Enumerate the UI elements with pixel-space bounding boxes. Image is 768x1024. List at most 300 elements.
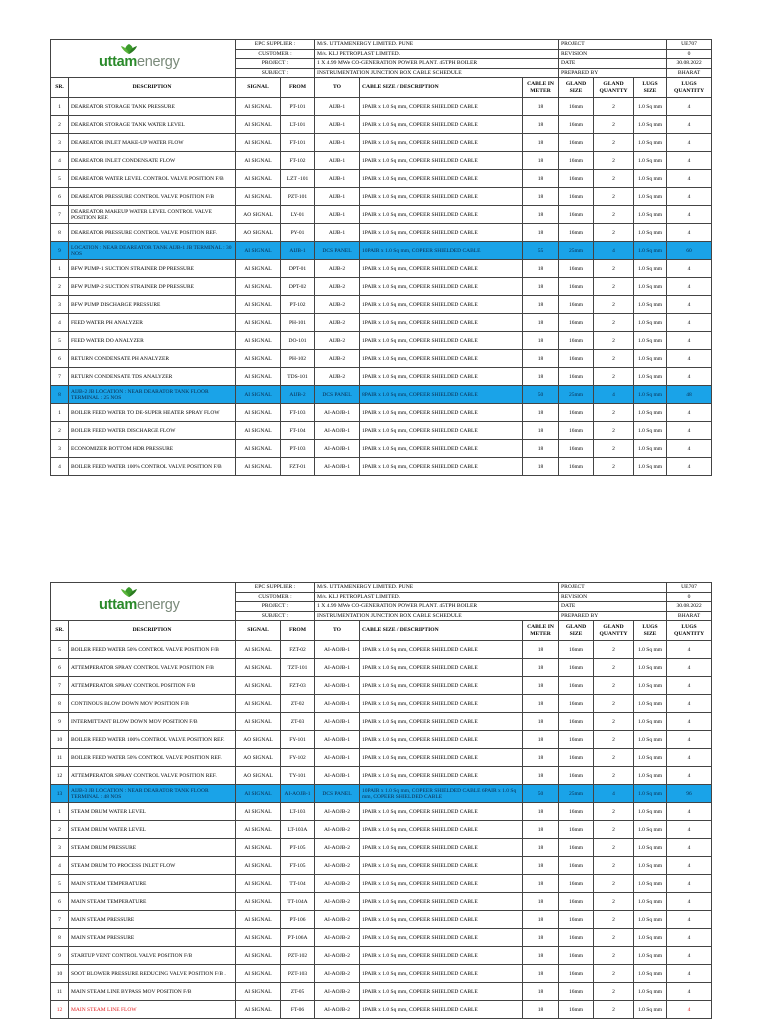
row-signal: AI SIGNAL	[236, 857, 281, 875]
row-to: AI-AOJB-1	[315, 767, 360, 785]
row-description: MAIN STEAM TEMPERATURE	[69, 875, 236, 893]
row-from: FT-102	[281, 152, 315, 170]
row-lugs-size: 1.0 Sq mm	[634, 731, 667, 749]
row-from: ZT-02	[281, 695, 315, 713]
row-from: TY-101	[281, 767, 315, 785]
row-gland-qty: 2	[594, 965, 634, 983]
row-gland-qty: 2	[594, 821, 634, 839]
row-to: AI-AOJB-1	[315, 422, 360, 440]
row-description: MAIN STEAM TEMPERATURE	[69, 893, 236, 911]
row-lugs-size: 1.0 Sq mm	[634, 422, 667, 440]
row-gland-size: 16mm	[559, 731, 594, 749]
row-lugs-qty: 4	[667, 350, 712, 368]
row-meter: 18	[523, 749, 559, 767]
row-lugs-qty: 4	[667, 332, 712, 350]
row-from: PT-101	[281, 98, 315, 116]
row-from: FY-101	[281, 731, 315, 749]
row-sr: 3	[51, 440, 69, 458]
row-lugs-qty: 60	[667, 242, 712, 260]
row-sr: 1	[51, 98, 69, 116]
row-from: PZT-103	[281, 965, 315, 983]
row-cable: 1PAIR x 1.0 Sq mm, COPEER SHIELDED CABLE	[360, 152, 523, 170]
row-signal: AI SIGNAL	[236, 152, 281, 170]
row-to: AI-AOJB-2	[315, 1001, 360, 1019]
row-gland-size: 16mm	[559, 911, 594, 929]
row-cable: 1PAIR x 1.0 Sq mm, COPEER SHIELDED CABLE	[360, 983, 523, 1001]
row-lugs-qty: 4	[667, 911, 712, 929]
row-cable: 1PAIR x 1.0 Sq mm, COPEER SHIELDED CABLE	[360, 857, 523, 875]
row-cable: 1PAIR x 1.0 Sq mm, COPEER SHIELDED CABLE	[360, 116, 523, 134]
subject-value: INSTRUMENTATION JUNCTION BOX CABLE SCHEDULE	[315, 68, 559, 78]
row-gland-size: 25mm	[559, 785, 594, 803]
logo-word-uttam: uttam	[99, 597, 137, 613]
junction-box-summary-row	[51, 785, 712, 803]
row-signal: AO SIGNAL	[236, 206, 281, 224]
row-description: DEAREATOR INLET MAKE-UP WATER FLOW	[69, 134, 236, 152]
row-meter: 18	[523, 965, 559, 983]
row-signal: AI SIGNAL	[236, 821, 281, 839]
row-to: AIJB-1	[315, 134, 360, 152]
row-meter: 18	[523, 134, 559, 152]
row-lugs-size: 1.0 Sq mm	[634, 785, 667, 803]
row-cable: 1PAIR x 1.0 Sq mm, COPEER SHIELDED CABLE	[360, 422, 523, 440]
row-gland-size: 16mm	[559, 983, 594, 1001]
row-cable: 1PAIR x 1.0 Sq mm, COPEER SHIELDED CABLE	[360, 278, 523, 296]
row-meter: 18	[523, 947, 559, 965]
row-gland-qty: 2	[594, 440, 634, 458]
row-lugs-size: 1.0 Sq mm	[634, 296, 667, 314]
row-lugs-size: 1.0 Sq mm	[634, 368, 667, 386]
row-gland-size: 25mm	[559, 386, 594, 404]
row-cable: 1PAIR x 1.0 Sq mm, COPEER SHIELDED CABLE	[360, 134, 523, 152]
row-lugs-size: 1.0 Sq mm	[634, 458, 667, 476]
row-from: FT-105	[281, 857, 315, 875]
row-lugs-size: 1.0 Sq mm	[634, 170, 667, 188]
row-cable: 8PAIR x 1.0 Sq mm, COPEER SHIELDED CABLE	[360, 386, 523, 404]
row-cable: 1PAIR x 1.0 Sq mm, COPEER SHIELDED CABLE	[360, 911, 523, 929]
row-meter: 18	[523, 278, 559, 296]
row-sr: 5	[51, 641, 69, 659]
row-gland-qty: 2	[594, 224, 634, 242]
row-from: TT-104A	[281, 893, 315, 911]
col-to: TO	[315, 621, 360, 641]
row-description: STEAM DRUM WATER LEVEL	[69, 821, 236, 839]
row-description: DEAREATOR STORAGE TANK PRESSURE	[69, 98, 236, 116]
row-signal: AI SIGNAL	[236, 1001, 281, 1019]
row-to: AI-AOJB-2	[315, 893, 360, 911]
junction-box-summary-row	[51, 242, 712, 260]
row-sr: 8	[51, 386, 69, 404]
table-row	[51, 98, 712, 116]
row-sr: 8	[51, 224, 69, 242]
logo-cell	[51, 40, 236, 78]
row-signal: AO SIGNAL	[236, 749, 281, 767]
row-to: AI-AOJB-1	[315, 440, 360, 458]
row-cable: 1PAIR x 1.0 Sq mm, COPEER SHIELDED CABLE	[360, 731, 523, 749]
row-lugs-qty: 4	[667, 677, 712, 695]
row-signal: AI SIGNAL	[236, 458, 281, 476]
prepared-value: BHARAT	[667, 68, 712, 78]
schedule-table	[50, 39, 712, 476]
logo-cell	[51, 583, 236, 621]
row-from: LZT -101	[281, 170, 315, 188]
row-cable: 1PAIR x 1.0 Sq mm, COPEER SHIELDED CABLE	[360, 368, 523, 386]
table-row	[51, 458, 712, 476]
row-sr: 3	[51, 296, 69, 314]
row-gland-qty: 2	[594, 911, 634, 929]
row-to: AIJB-1	[315, 206, 360, 224]
row-lugs-qty: 4	[667, 152, 712, 170]
row-description: AIJB-2 JB LOCATION : NEAR DEARATOR TANK FLOOR TERMINAL : 25 NOS	[69, 386, 236, 404]
row-to: AI-AOJB-2	[315, 947, 360, 965]
row-meter: 18	[523, 314, 559, 332]
row-from: PT-102	[281, 296, 315, 314]
row-to: AIJB-2	[315, 314, 360, 332]
project-value: UE707	[667, 583, 712, 593]
row-signal: AI SIGNAL	[236, 314, 281, 332]
row-description: BFW PUMP DISCHARGE PRESSURE	[69, 296, 236, 314]
row-to: AIJB-1	[315, 152, 360, 170]
table-row	[51, 641, 712, 659]
row-sr: 11	[51, 983, 69, 1001]
row-sr: 3	[51, 839, 69, 857]
row-from: LT-101	[281, 116, 315, 134]
row-meter: 18	[523, 695, 559, 713]
row-gland-qty: 2	[594, 314, 634, 332]
row-to: AI-AOJB-1	[315, 677, 360, 695]
row-gland-size: 16mm	[559, 332, 594, 350]
col-gland-size: GLAND SIZE	[559, 78, 594, 98]
logo-word-energy: energy	[136, 54, 180, 70]
row-lugs-qty: 48	[667, 386, 712, 404]
row-from: FZT-03	[281, 677, 315, 695]
row-meter: 18	[523, 422, 559, 440]
row-cable: 1PAIR x 1.0 Sq mm, COPEER SHIELDED CABLE	[360, 821, 523, 839]
row-gland-size: 16mm	[559, 713, 594, 731]
row-lugs-size: 1.0 Sq mm	[634, 857, 667, 875]
row-lugs-qty: 96	[667, 785, 712, 803]
row-cable: 1PAIR x 1.0 Sq mm, COPEER SHIELDED CABLE	[360, 713, 523, 731]
row-meter: 18	[523, 731, 559, 749]
row-gland-qty: 2	[594, 749, 634, 767]
row-description: ATTEMPERATOR SPRAY CONTROL POSITION F/B	[69, 677, 236, 695]
row-cable: 1PAIR x 1.0 Sq mm, COPEER SHIELDED CABLE	[360, 170, 523, 188]
row-lugs-qty: 4	[667, 458, 712, 476]
row-lugs-qty: 4	[667, 206, 712, 224]
row-lugs-qty: 4	[667, 296, 712, 314]
row-signal: AI SIGNAL	[236, 947, 281, 965]
row-gland-size: 16mm	[559, 224, 594, 242]
row-meter: 18	[523, 893, 559, 911]
row-gland-size: 16mm	[559, 929, 594, 947]
date-value: 30.08.2022	[667, 602, 712, 612]
row-signal: AI SIGNAL	[236, 440, 281, 458]
row-from: ZT-03	[281, 713, 315, 731]
row-signal: AI SIGNAL	[236, 785, 281, 803]
row-gland-qty: 2	[594, 152, 634, 170]
table-row	[51, 368, 712, 386]
row-meter: 18	[523, 98, 559, 116]
customer-label: CUSTOMER :	[236, 49, 315, 59]
prepared-value: BHARAT	[667, 611, 712, 621]
row-from: PH-101	[281, 314, 315, 332]
row-description: DEAREATOR STORAGE TANK WATER LEVEL	[69, 116, 236, 134]
table-row	[51, 839, 712, 857]
table-row	[51, 767, 712, 785]
row-sr: 8	[51, 929, 69, 947]
row-sr: 9	[51, 242, 69, 260]
row-lugs-qty: 4	[667, 803, 712, 821]
row-gland-qty: 2	[594, 1001, 634, 1019]
table-row	[51, 134, 712, 152]
col-to: TO	[315, 78, 360, 98]
table-row	[51, 821, 712, 839]
table-row	[51, 116, 712, 134]
customer-label: CUSTOMER :	[236, 592, 315, 602]
row-cable: 1PAIR x 1.0 Sq mm, COPEER SHIELDED CABLE	[360, 803, 523, 821]
row-from: ZT-05	[281, 983, 315, 1001]
logo-word-uttam: uttam	[99, 54, 137, 70]
row-lugs-qty: 4	[667, 134, 712, 152]
table-row	[51, 224, 712, 242]
row-gland-size: 16mm	[559, 206, 594, 224]
row-from: TZT-101	[281, 659, 315, 677]
row-lugs-size: 1.0 Sq mm	[634, 821, 667, 839]
row-signal: AI SIGNAL	[236, 368, 281, 386]
col-description: DESCRIPTION	[69, 621, 236, 641]
row-sr: 4	[51, 857, 69, 875]
row-to: AIJB-2	[315, 350, 360, 368]
table-row	[51, 206, 712, 224]
row-to: AI-AOJB-2	[315, 965, 360, 983]
row-description: STEAM DRUM TO PROCESS INLET FLOW	[69, 857, 236, 875]
row-description: CONTINOUS BLOW DOWN MOV POSITION F/B	[69, 695, 236, 713]
row-lugs-size: 1.0 Sq mm	[634, 965, 667, 983]
row-gland-qty: 2	[594, 98, 634, 116]
table-body	[51, 98, 712, 476]
row-description: RETURN CONDENSATE PH ANALYZER	[69, 350, 236, 368]
row-gland-size: 16mm	[559, 98, 594, 116]
row-signal: AI SIGNAL	[236, 713, 281, 731]
row-description: MAIN STEAM LINE FLOW	[69, 1001, 236, 1019]
row-to: AI-AOJB-2	[315, 857, 360, 875]
row-signal: AI SIGNAL	[236, 170, 281, 188]
row-gland-qty: 2	[594, 695, 634, 713]
row-signal: AI SIGNAL	[236, 404, 281, 422]
row-cable: 1PAIR x 1.0 Sq mm, COPEER SHIELDED CABLE	[360, 350, 523, 368]
row-sr: 5	[51, 875, 69, 893]
row-description: AIJB-3 JB LOCATION : NEAR DEARATOR TANK FLOOR TERMINAL : 48 NOS	[69, 785, 236, 803]
row-description: INTERMITTANT BLOW DOWN MOV POSITION F/B	[69, 713, 236, 731]
row-cable: 1PAIR x 1.0 Sq mm, COPEER SHIELDED CABLE	[360, 641, 523, 659]
row-gland-qty: 2	[594, 458, 634, 476]
row-meter: 18	[523, 296, 559, 314]
row-lugs-size: 1.0 Sq mm	[634, 224, 667, 242]
row-to: AIJB-1	[315, 116, 360, 134]
row-sr: 6	[51, 350, 69, 368]
row-signal: AO SIGNAL	[236, 731, 281, 749]
row-sr: 5	[51, 332, 69, 350]
row-to: AI-AOJB-2	[315, 911, 360, 929]
row-gland-qty: 2	[594, 188, 634, 206]
row-description: MAIN STEAM LINE BYPASS MOV POSITION F/B	[69, 983, 236, 1001]
row-signal: AI SIGNAL	[236, 965, 281, 983]
row-gland-qty: 2	[594, 170, 634, 188]
row-lugs-size: 1.0 Sq mm	[634, 332, 667, 350]
row-description: BOILER FEED WATER 100% CONTROL VALVE POSITION F/B	[69, 458, 236, 476]
table-row	[51, 983, 712, 1001]
row-lugs-size: 1.0 Sq mm	[634, 875, 667, 893]
row-gland-qty: 2	[594, 422, 634, 440]
row-to: AI-AOJB-1	[315, 749, 360, 767]
row-cable: 1PAIR x 1.0 Sq mm, COPEER SHIELDED CABLE	[360, 695, 523, 713]
row-from: PH-102	[281, 350, 315, 368]
row-cable: 1PAIR x 1.0 Sq mm, COPEER SHIELDED CABLE	[360, 206, 523, 224]
row-cable: 1PAIR x 1.0 Sq mm, COPEER SHIELDED CABLE	[360, 947, 523, 965]
row-cable: 1PAIR x 1.0 Sq mm, COPEER SHIELDED CABLE	[360, 332, 523, 350]
row-lugs-size: 1.0 Sq mm	[634, 911, 667, 929]
row-description: SOOT BLOWER PRESSURE REDUCING VALVE POSITION F/B .	[69, 965, 236, 983]
row-description: BFW PUMP-2 SUCTION STRAINER DP PRESSURE	[69, 278, 236, 296]
row-gland-size: 16mm	[559, 821, 594, 839]
row-lugs-qty: 4	[667, 713, 712, 731]
cable-schedule-sheet-2	[50, 582, 711, 1019]
row-description: RETURN CONDENSATE TDS ANALYZER	[69, 368, 236, 386]
row-description: DEAREATOR INLET CONDENSATE FLOW	[69, 152, 236, 170]
row-gland-qty: 2	[594, 368, 634, 386]
row-signal: AO SIGNAL	[236, 224, 281, 242]
row-to: AI-AOJB-2	[315, 839, 360, 857]
row-gland-size: 16mm	[559, 368, 594, 386]
row-lugs-size: 1.0 Sq mm	[634, 839, 667, 857]
row-sr: 11	[51, 749, 69, 767]
row-gland-qty: 2	[594, 803, 634, 821]
row-lugs-qty: 4	[667, 404, 712, 422]
row-meter: 18	[523, 641, 559, 659]
row-signal: AI SIGNAL	[236, 839, 281, 857]
row-meter: 18	[523, 332, 559, 350]
row-lugs-qty: 4	[667, 278, 712, 296]
row-sr: 4	[51, 152, 69, 170]
row-meter: 18	[523, 911, 559, 929]
project-title-value: 1 X 4.99 MWe CO-GENERATION POWER PLANT. 45TPH BOILER	[315, 602, 559, 612]
row-cable: 1PAIR x 1.0 Sq mm, COPEER SHIELDED CABLE	[360, 440, 523, 458]
row-lugs-qty: 4	[667, 440, 712, 458]
row-meter: 18	[523, 368, 559, 386]
row-to: AI-AOJB-1	[315, 731, 360, 749]
row-sr: 6	[51, 893, 69, 911]
row-meter: 18	[523, 206, 559, 224]
row-from: AI-AOJB-1	[281, 785, 315, 803]
row-to: DCS PANEL	[315, 785, 360, 803]
row-sr: 7	[51, 911, 69, 929]
col-cable: CABLE SIZE / DESCRIPTION	[360, 621, 523, 641]
row-gland-qty: 4	[594, 785, 634, 803]
row-lugs-qty: 4	[667, 695, 712, 713]
row-lugs-size: 1.0 Sq mm	[634, 929, 667, 947]
row-lugs-qty: 4	[667, 857, 712, 875]
row-to: AI-AOJB-1	[315, 659, 360, 677]
row-lugs-size: 1.0 Sq mm	[634, 947, 667, 965]
row-sr: 13	[51, 785, 69, 803]
row-from: FT-103	[281, 404, 315, 422]
table-row	[51, 422, 712, 440]
row-to: AIJB-2	[315, 332, 360, 350]
table-row	[51, 965, 712, 983]
table-row	[51, 731, 712, 749]
row-gland-qty: 2	[594, 206, 634, 224]
row-lugs-size: 1.0 Sq mm	[634, 695, 667, 713]
row-gland-qty: 2	[594, 296, 634, 314]
row-to: AI-AOJB-1	[315, 695, 360, 713]
row-description: BOILER FEED WATER 100% CONTROL VALVE POSITION REF.	[69, 731, 236, 749]
row-to: AIJB-2	[315, 278, 360, 296]
col-lugs-size: LUGS SIZE	[634, 78, 667, 98]
row-meter: 18	[523, 839, 559, 857]
table-row	[51, 440, 712, 458]
subject-value: INSTRUMENTATION JUNCTION BOX CABLE SCHEDULE	[315, 611, 559, 621]
row-signal: AI SIGNAL	[236, 695, 281, 713]
row-meter: 18	[523, 857, 559, 875]
row-lugs-qty: 4	[667, 821, 712, 839]
row-sr: 12	[51, 767, 69, 785]
row-from: PT-106A	[281, 929, 315, 947]
row-meter: 18	[523, 170, 559, 188]
row-lugs-size: 1.0 Sq mm	[634, 983, 667, 1001]
row-lugs-size: 1.0 Sq mm	[634, 116, 667, 134]
date-label: DATE	[559, 59, 667, 69]
row-gland-size: 16mm	[559, 260, 594, 278]
row-signal: AI SIGNAL	[236, 659, 281, 677]
row-signal: AI SIGNAL	[236, 332, 281, 350]
row-meter: 18	[523, 803, 559, 821]
row-gland-qty: 2	[594, 731, 634, 749]
table-body	[51, 641, 712, 1019]
row-sr: 5	[51, 170, 69, 188]
row-signal: AI SIGNAL	[236, 983, 281, 1001]
row-description: FEED WATER PH ANALYZER	[69, 314, 236, 332]
junction-box-summary-row	[51, 386, 712, 404]
table-row	[51, 404, 712, 422]
row-to: AI-AOJB-1	[315, 458, 360, 476]
row-lugs-size: 1.0 Sq mm	[634, 350, 667, 368]
row-signal: AI SIGNAL	[236, 893, 281, 911]
row-sr: 6	[51, 188, 69, 206]
revision-label: REVISION	[559, 592, 667, 602]
table-row	[51, 659, 712, 677]
row-sr: 1	[51, 260, 69, 278]
row-signal: AI SIGNAL	[236, 188, 281, 206]
prepared-label: PREPARED BY	[559, 611, 667, 621]
row-meter: 50	[523, 386, 559, 404]
row-from: FZT-02	[281, 641, 315, 659]
row-meter: 18	[523, 404, 559, 422]
row-sr: 4	[51, 458, 69, 476]
row-cable: 1PAIR x 1.0 Sq mm, COPEER SHIELDED CABLE	[360, 659, 523, 677]
table-row	[51, 152, 712, 170]
row-description: LOCATION : NEAR DEAREATOR TANK AIJB-1 JB TERMINAL : 30 NOS	[69, 242, 236, 260]
row-lugs-qty: 4	[667, 749, 712, 767]
table-row	[51, 947, 712, 965]
row-to: AI-AOJB-2	[315, 929, 360, 947]
row-to: AI-AOJB-1	[315, 641, 360, 659]
row-sr: 9	[51, 713, 69, 731]
row-cable: 10PAIR x 1.0 Sq mm, COPEER SHIELDED CABLE 6PAIR x 1.0 Sq mm, COPEER SHIELDED CABLE	[360, 785, 523, 803]
row-gland-size: 16mm	[559, 278, 594, 296]
row-sr: 2	[51, 278, 69, 296]
row-gland-qty: 2	[594, 713, 634, 731]
row-lugs-size: 1.0 Sq mm	[634, 803, 667, 821]
